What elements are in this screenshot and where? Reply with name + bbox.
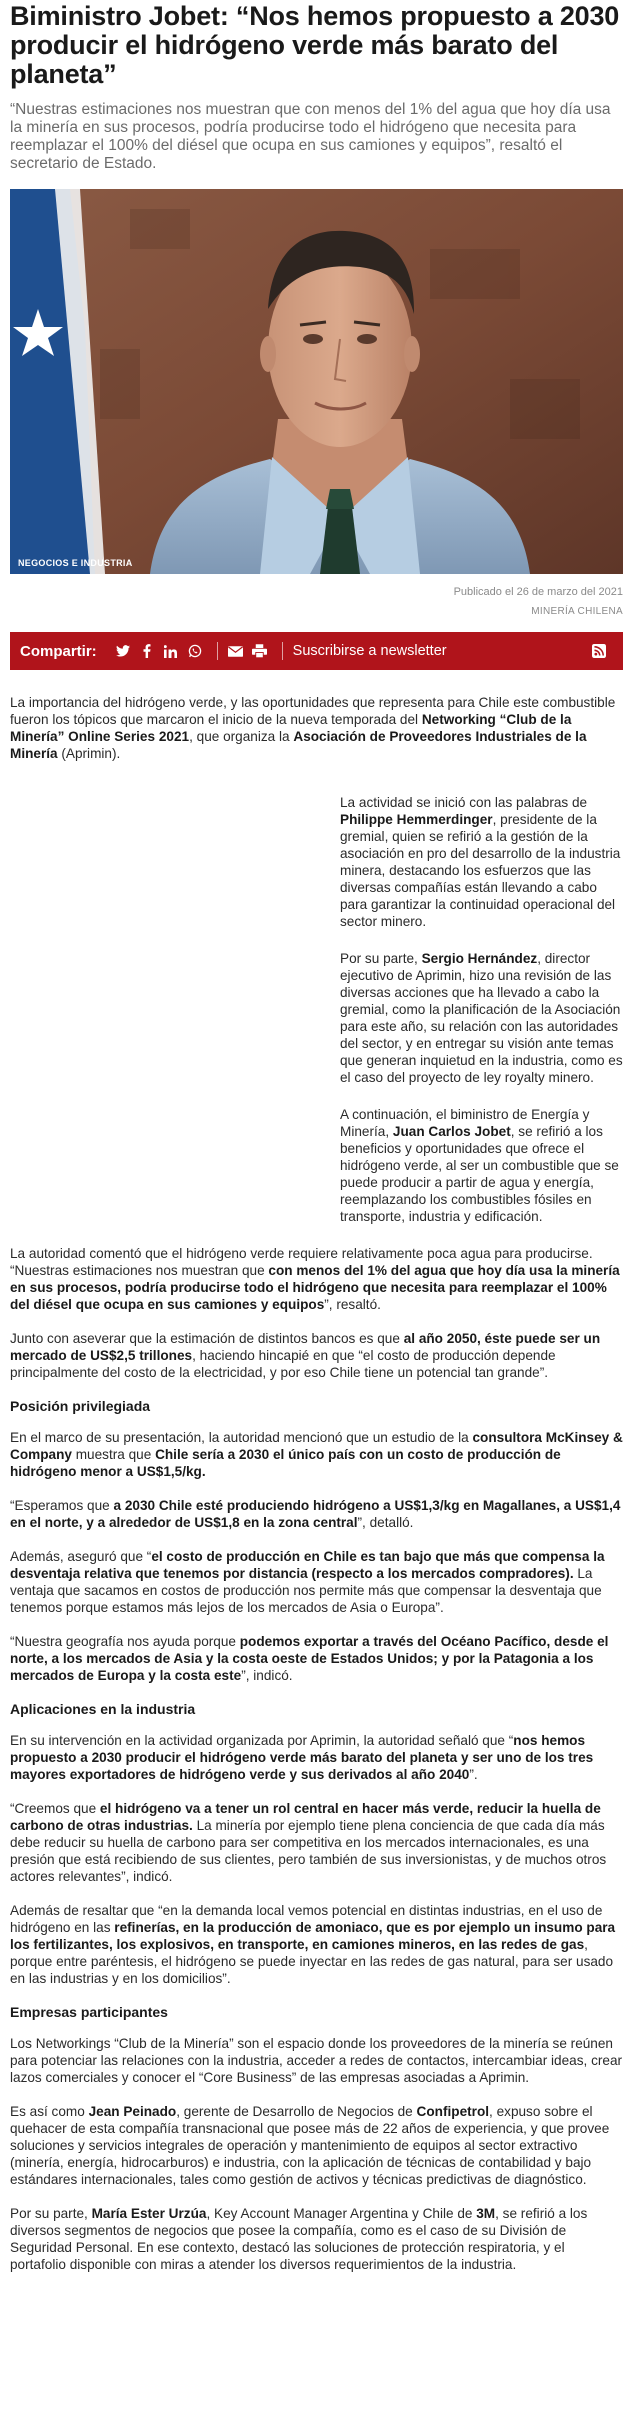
published-date: Publicado el 26 de marzo del 2021 — [453, 586, 623, 598]
paragraph: Por su parte, María Ester Urzúa, Key Account Manager Argentina y Chile de 3M, se refirió a los diversos segmentos de negocios que posee la compañía, como es el caso de su División de Seguridad Personal. En ese contexto, destacó las soluciones de protección respiratoria, y el portafolio disponible con miras a atender los diversos requerimientos de la industria. — [10, 2206, 588, 2272]
share-divider — [217, 642, 218, 660]
share-divider — [282, 642, 283, 660]
paragraph: La importancia del hidrógeno verde, y las oportunidades que representa para Chile este combustible fueron los tópicos que marcaron el inicio de la nueva temporada del Networking “Club de la Minería” Online Series 2021, que organiza la Asociación de Proveedores Industriales de la Minería (Aprimin). — [10, 695, 616, 761]
paragraph: La autoridad comentó que el hidrógeno verde requiere relativamente poca agua para producirse. “Nuestras estimaciones nos muestran que con menos del 1% del agua que hoy día usa la minería en sus procesos, podría producirse todo el hidrógeno que necesita para reemplazar el 100% del diésel que ocupa en sus camiones y equipos”, resaltó. — [10, 1246, 620, 1312]
paragraph: Además de resaltar que “en la demanda local vemos potencial en distintas industrias, en el uso de hidrógeno en las refinerías, en la producción de amoniaco, que es por ejemplo un insumo para los fertilizantes, los explosivos, en transporte, en camiones mineros, en las redes de gas, porque entre paréntesis, el hidrógeno se puede inyectar en las redes de gas natural, para ser usado en las industrias y en los domicilios”. — [10, 1903, 616, 1986]
paragraph: La actividad se inició con las palabras de Philippe Hemmerdinger, presidente de la gremial, quien se refirió a la gestión de la asociación en pro del desarrollo de la industria minera, destacando los esfuerzos que las diversas compañías están llevando a cabo para garantizar la continuidad operacional del sector minero. — [340, 795, 621, 929]
paragraph: En el marco de su presentación, la autoridad mencionó que un estudio de la consultora McKinsey & Company muestra que Chile sería a 2030 el único país con un costo de producción de hidrógeno menor a US$1,5/kg. — [10, 1430, 623, 1479]
email-icon[interactable] — [226, 641, 246, 661]
article-body — [10, 694, 623, 2273]
newsletter-link[interactable]: Suscribirse a newsletter — [292, 643, 447, 659]
paragraph: “Esperamos que a 2030 Chile esté produciendo hidrógeno a US$1,3/kg en Magallanes, a US$1,4 en el norte, y a alrededor de US$1,8 en la zona central”, detalló. — [10, 1498, 621, 1530]
image-category-tag: NEGOCIOS E INDUSTRIA — [18, 558, 133, 568]
paragraph: En su intervención en la actividad organizada por Aprimin, la autoridad señaló que “nos hemos propuesto a 2030 producir el hidrógeno verde más barato del planeta y ser uno de los tres mayores exportadores de hidrógeno verde y sus derivados al año 2040”. — [10, 1733, 594, 1782]
paragraph: Además, aseguró que “el costo de producción en Chile es tan bajo que más que compensa la desventaja relativa que tenemos por distancia (respecto a los mercados compradores). La ventaja que sacamos en costos de producción nos permite más que compensar la desventaja que tenemos porque estamos más lejos de los mercados de Asia o Europa”. — [10, 1549, 605, 1615]
facebook-icon[interactable] — [137, 641, 157, 661]
paragraph: Es así como Jean Peinado, gerente de Desarrollo de Negocios de Confipetrol, expuso sobre el quehacer de esta compañía transnacional que posee más de 22 años de experiencia, y que provee soluciones y servicios integrales de operación y mantenimiento de equipos al sector extractivo (minería, energía, hidrocarburos) e industria, con la aplicación de técnicas de contabilidad y bajo estándares internacionales, tales como gestión de activos y técnicas predictivas de diagnóstico. — [10, 2104, 610, 2187]
twitter-icon[interactable] — [113, 641, 133, 661]
paragraph: “Nuestra geografía nos ayuda porque podemos exportar a través del Océano Pacífico, desde el norte, a los mercados de Asia y la costa oeste de Estados Unidos; y por la Patagonia a los mercados de Europa y la costa este”, indicó. — [10, 1634, 609, 1683]
article-meta — [10, 584, 623, 620]
linkedin-icon[interactable] — [161, 641, 181, 661]
paragraph: Por su parte, Sergio Hernández, director ejecutivo de Aprimin, hizo una revisión de las diversas acciones que ha llevado a cabo la gremial, como la planificación de la Asociación para este año, su relación con las autoridades del sector, y en entregar su visión ante temas que generan inquietud en la industria, como es el caso del proyecto de ley royalty minero. — [340, 951, 623, 1085]
paragraph: Junto con aseverar que la estimación de distintos bancos es que al año 2050, éste puede ser un mercado de US$2,5 trillones, haciendo hincapié en que “el costo de producción depende principalmente del costo de la electricidad, y por eso Chile tiene un potencial tan grande”. — [10, 1331, 601, 1380]
right-column — [340, 794, 623, 1225]
paragraph: “Creemos que el hidrógeno va a tener un rol central en hacer más verde, reducir la huella de carbono de otras industrias. La minería por ejemplo tiene plena conciencia de que cada día más debe reducir su huella de carbono para ser competitiva en los mercados internacionales, es una presión que está recibiendo de sus clientes, pero también de sus inversionistas, y de muchos otros actores relevantes”, indicó. — [10, 1801, 607, 1884]
share-label: Compartir: — [20, 642, 97, 660]
paragraph: Los Networkings “Club de la Minería” son el espacio donde los proveedores de la minería se reúnen para potenciar las relaciones con la industria, acceder a redes de contactos, intercambiar ideas, crear lazos comerciales y conocer el “Core Business” de las empresas asociadas a Aprimin. — [10, 2036, 623, 2085]
article-source: MINERÍA CHILENA — [531, 606, 623, 617]
article — [0, 2, 633, 2310]
article-lead: “Nuestras estimaciones nos muestran que con menos del 1% del agua que hoy día usa la minería en sus procesos, podría producirse todo el hidrógeno que necesita para reemplazar el 100% del diésel que ocupa en sus camiones y equipos”, resaltó el secretario de Estado. — [10, 101, 611, 172]
share-bar — [10, 632, 623, 670]
section-heading: Posición privilegiada — [10, 1398, 151, 1414]
whatsapp-icon[interactable] — [185, 641, 205, 661]
hero-image — [10, 189, 623, 574]
rss-icon[interactable] — [589, 641, 609, 661]
section-heading: Aplicaciones en la industria — [10, 1701, 196, 1717]
minister-photo — [10, 189, 623, 574]
print-icon[interactable] — [250, 641, 270, 661]
section-heading: Empresas participantes — [10, 2004, 168, 2020]
paragraph: A continuación, el biministro de Energía y Minería, Juan Carlos Jobet, se refirió a los beneficios y oportunidades que ofrece el hidrógeno verde, al ser un combustible que se puede producir a partir de agua y energía, reemplazando los combustibles fósiles en transporte, industria y edificación. — [340, 1107, 619, 1224]
article-title: Biministro Jobet: “Nos hemos propuesto a 2030 producir el hidrógeno verde más barato del planeta” — [10, 1, 620, 89]
